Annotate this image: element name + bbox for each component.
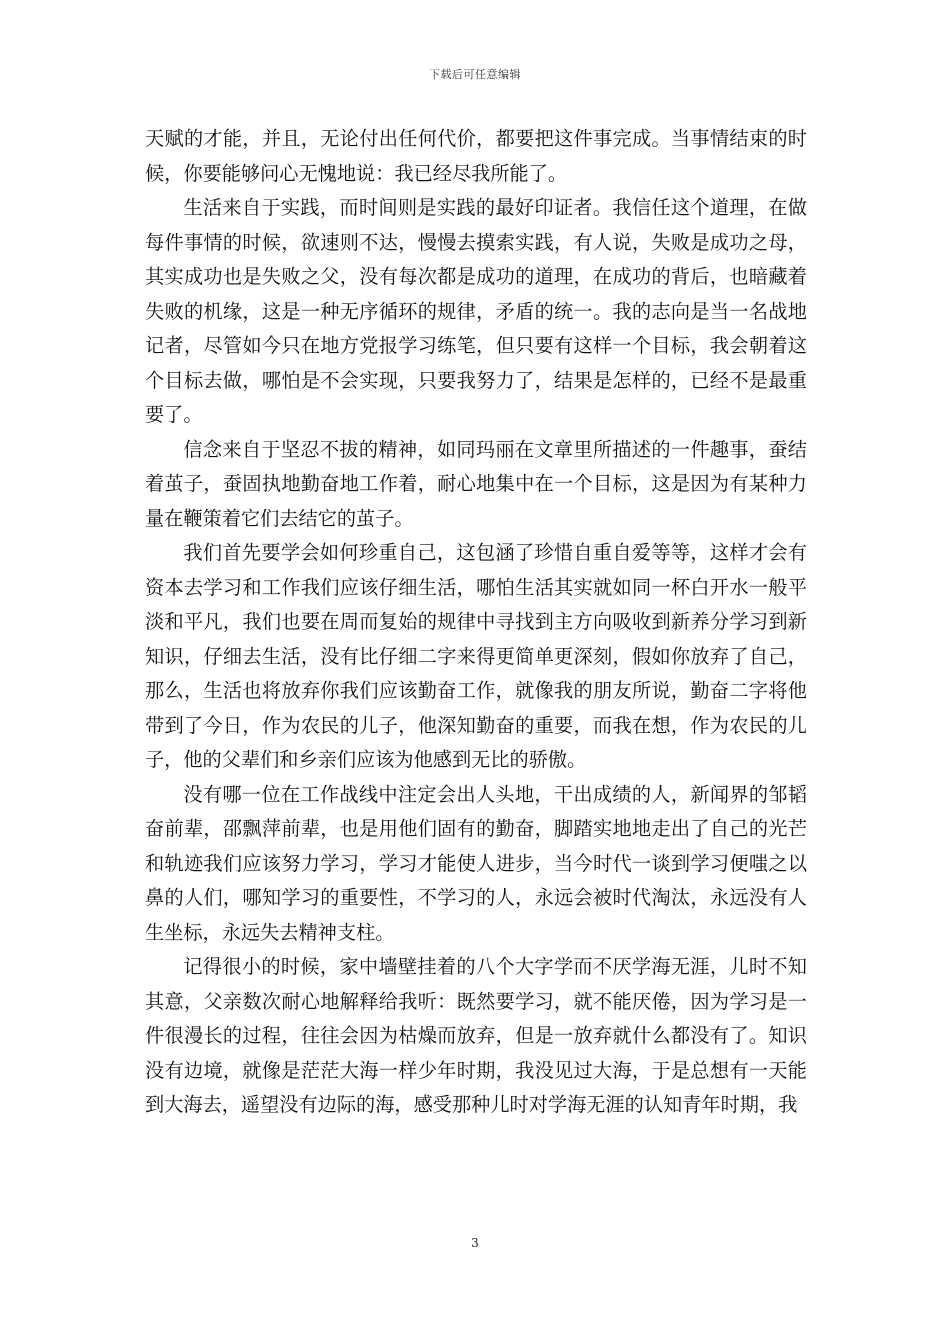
paragraph-continued: 天赋的才能，并且，无论付出任何代价，都要把这件事完成。当事情结束的时候，你要能够问心无愧地说：我已经尽我所能了。: [145, 127, 807, 185]
paragraph: 没有哪一位在工作战线中注定会出人头地，干出成绩的人，新闻界的邹韬奋前辈，邵飘萍前辈，也是用他们固有的勤奋，脚踏实地地走出了自己的光芒和轨迹我们应该努力学习，学习才能使人进步，当今时代一谈到学习便嗤之以鼻的人们，哪知学习的重要性，不学习的人，永远会被时代淘汰，永远没有人生坐标，永远失去精神支柱。: [145, 782, 807, 944]
paragraph: 我们首先要学会如何珍重自己，这包涵了珍惜自重自爱等等，这样才会有资本去学习和工作我们应该仔细生活，哪怕生活其实就如同一杯白开水一般平淡和平凡，我们也要在周而复始的规律中寻找到主方向吸收到新养分学习到新知识，仔细去生活，没有比仔细二字来得更简单更深刻，假如你放弃了自己，那么，生活也将放弃你我们应该勤奋工作，就像我的朋友所说，勤奋二字将他带到了今日，作为农民的儿子，他深知勤奋的重要，而我在想，作为农民的儿子，他的父辈们和乡亲们应该为他感到无比的骄傲。: [145, 541, 807, 771]
page-header: 下载后可任意编辑: [429, 68, 521, 81]
document-body: [145, 122, 807, 1123]
paragraph: 信念来自于坚忍不拔的精神，如同玛丽在文章里所描述的一件趣事，蚕结着茧子，蚕固执地勤奋地工作着，耐心地集中在一个目标，这是因为有某种力量在鞭策着它们去结它的茧子。: [145, 437, 807, 530]
paragraph: 记得很小的时候，家中墙壁挂着的八个大字学而不厌学海无涯，儿时不知其意，父亲数次耐心地解释给我听：既然要学习，就不能厌倦，因为学习是一件很漫长的过程，往往会因为枯燥而放弃，但是一放弃就什么都没有了。知识没有边境，就像是茫茫大海一样少年时期，我没见过大海，于是总想有一天能到大海去，遥望没有边际的海，感受那种儿时对学海无涯的认知青年时期，我: [145, 955, 807, 1116]
paragraph: 生活来自于实践，而时间则是实践的最好印证者。我信任这个道理，在做每件事情的时候，欲速则不达，慢慢去摸索实践，有人说，失败是成功之母，其实成功也是失败之父，没有每次都是成功的道理，在成功的背后，也暗藏着失败的机缘，这是一种无序循环的规律，矛盾的统一。我的志向是当一名战地记者，尽管如今只在地方党报学习练笔，但只要有这样一个目标，我会朝着这个目标去做，哪怕是不会实现，只要我努力了，结果是怎样的，已经不是最重要了。: [145, 196, 807, 426]
page-number: 3: [471, 1236, 479, 1250]
